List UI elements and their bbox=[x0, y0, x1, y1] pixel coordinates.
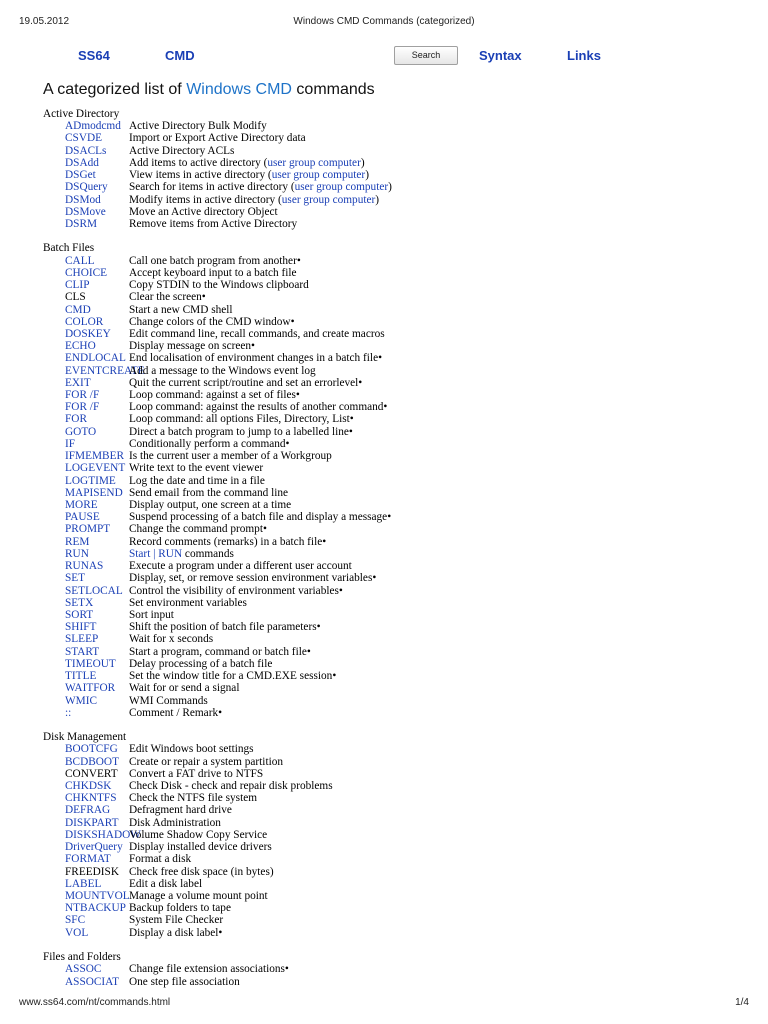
command-row bbox=[43, 743, 743, 755]
description-link[interactable]: user group computer bbox=[294, 181, 389, 194]
command-description bbox=[129, 438, 290, 450]
command-description bbox=[129, 279, 309, 291]
command-description bbox=[129, 670, 336, 682]
command-name: FREEDISK bbox=[65, 865, 119, 878]
command-description bbox=[129, 450, 332, 462]
description-text: Manage a volume mount point bbox=[129, 890, 268, 902]
description-tail: ) bbox=[375, 193, 380, 206]
command-description bbox=[129, 927, 222, 939]
command-description bbox=[129, 462, 263, 474]
description-text: Add items to active directory ( bbox=[129, 156, 268, 169]
category-spacer bbox=[43, 719, 743, 731]
description-text: Quit the current script/routine and set an errorlevel• bbox=[129, 376, 363, 389]
command-name[interactable]: DISKSHADOW bbox=[65, 828, 141, 841]
description-text: Move an Active directory Object bbox=[129, 205, 278, 218]
command-name[interactable]: NTBACKUP bbox=[65, 902, 126, 915]
command-row bbox=[43, 902, 743, 914]
command-name[interactable]: WAITFOR bbox=[65, 682, 116, 695]
command-name[interactable]: :: bbox=[65, 706, 72, 719]
command-name[interactable]: CHOICE bbox=[65, 266, 108, 279]
command-description bbox=[129, 157, 365, 169]
command-description bbox=[129, 255, 301, 267]
command-description bbox=[129, 817, 221, 829]
description-text: Check free disk space (in bytes) bbox=[129, 865, 274, 878]
description-text: Display output, one screen at a time bbox=[129, 499, 292, 511]
command-row bbox=[43, 670, 743, 682]
command-row bbox=[43, 145, 743, 157]
command-description bbox=[129, 365, 316, 377]
command-name[interactable]: BCDBOOT bbox=[65, 755, 119, 768]
description-text: Wait for or send a signal bbox=[129, 682, 240, 695]
description-link[interactable]: Start | RUN bbox=[129, 547, 183, 560]
command-description bbox=[129, 328, 385, 340]
description-text: Start a new CMD shell bbox=[129, 303, 233, 316]
description-text: Direct a batch program to jump to a labelled line• bbox=[129, 425, 353, 438]
command-name[interactable]: DSMod bbox=[65, 193, 101, 206]
heading-suffix: commands bbox=[291, 81, 375, 98]
command-row bbox=[43, 890, 743, 902]
command-name[interactable]: MORE bbox=[65, 499, 98, 511]
command-row bbox=[43, 194, 743, 206]
command-description bbox=[129, 853, 191, 865]
command-name[interactable]: WMIC bbox=[65, 694, 98, 707]
command-name[interactable]: DOSKEY bbox=[65, 327, 111, 340]
description-text: Loop command: against a set of files• bbox=[129, 389, 300, 402]
description-text: Edit a disk label bbox=[129, 877, 203, 890]
command-row bbox=[43, 853, 743, 865]
command-description bbox=[129, 267, 297, 279]
description-text: Comment / Remark• bbox=[129, 706, 223, 719]
command-name[interactable]: LOGEVENT bbox=[65, 462, 126, 475]
command-row bbox=[43, 511, 743, 523]
command-row bbox=[43, 157, 743, 169]
command-name[interactable]: SETX bbox=[65, 596, 94, 609]
command-name[interactable]: EXIT bbox=[65, 376, 91, 389]
description-text: Change colors of the CMD window• bbox=[129, 315, 295, 328]
command-row bbox=[43, 328, 743, 340]
description-text: Display installed device drivers bbox=[129, 841, 272, 854]
description-text: Edit Windows boot settings bbox=[129, 743, 254, 756]
description-text: Display message on screen• bbox=[129, 340, 255, 353]
description-text: Volume Shadow Copy Service bbox=[129, 828, 268, 841]
command-row bbox=[43, 365, 743, 377]
command-row bbox=[43, 768, 743, 780]
command-row bbox=[43, 304, 743, 316]
command-listing bbox=[43, 108, 743, 988]
command-row bbox=[43, 499, 743, 511]
command-row bbox=[43, 206, 743, 218]
command-description bbox=[129, 695, 208, 707]
command-row bbox=[43, 682, 743, 694]
description-text: Loop command: against the results of another command• bbox=[129, 401, 388, 414]
command-name[interactable]: COLOR bbox=[65, 315, 104, 328]
command-row bbox=[43, 413, 743, 425]
command-name[interactable]: SET bbox=[65, 572, 86, 585]
command-name[interactable]: IF bbox=[65, 437, 76, 450]
command-row bbox=[43, 450, 743, 462]
command-description bbox=[129, 523, 267, 535]
command-row bbox=[43, 267, 743, 279]
command-name[interactable]: DSRM bbox=[65, 217, 98, 230]
command-row bbox=[43, 658, 743, 670]
description-text: Remove items from Active Directory bbox=[129, 217, 298, 230]
command-name[interactable]: EVENTCREATE bbox=[65, 364, 145, 377]
description-tail: ) bbox=[360, 156, 365, 169]
description-text: Record comments (remarks) in a batch file• bbox=[129, 535, 327, 548]
description-text: Call one batch program from another• bbox=[129, 254, 301, 267]
command-name[interactable]: SHIFT bbox=[65, 621, 97, 634]
command-description bbox=[129, 291, 206, 303]
command-row bbox=[43, 841, 743, 853]
description-text: Defragment hard drive bbox=[129, 804, 232, 817]
command-description bbox=[129, 426, 353, 438]
command-description bbox=[129, 181, 392, 193]
command-name[interactable]: SFC bbox=[65, 914, 86, 927]
command-description bbox=[129, 340, 255, 352]
command-row bbox=[43, 352, 743, 364]
command-description bbox=[129, 389, 300, 401]
command-name[interactable]: RUN bbox=[65, 547, 89, 560]
command-row bbox=[43, 438, 743, 450]
command-description bbox=[129, 499, 291, 511]
description-text: Is the current user a member of a Workgroup bbox=[129, 450, 332, 463]
description-text: Active Directory ACLs bbox=[129, 144, 235, 157]
command-description bbox=[129, 413, 354, 425]
command-row bbox=[43, 462, 743, 474]
description-link[interactable]: user group computer bbox=[267, 156, 361, 169]
command-description bbox=[129, 352, 382, 364]
description-text: Format a disk bbox=[129, 853, 192, 866]
command-name[interactable]: PROMPT bbox=[65, 523, 111, 536]
command-row bbox=[43, 963, 743, 975]
print-page-number: 1/4 bbox=[735, 997, 749, 1008]
command-name[interactable]: REM bbox=[65, 535, 90, 548]
command-row bbox=[43, 707, 743, 719]
description-text: View items in active directory ( bbox=[129, 169, 272, 182]
command-name[interactable]: DSMove bbox=[65, 205, 106, 218]
command-row bbox=[43, 377, 743, 389]
description-text: Change file extension associations• bbox=[129, 963, 289, 976]
description-text: Create or repair a system partition bbox=[129, 755, 284, 768]
command-row bbox=[43, 536, 743, 548]
command-description bbox=[129, 780, 333, 792]
command-row bbox=[43, 792, 743, 804]
command-name[interactable]: PAUSE bbox=[65, 511, 100, 524]
command-description bbox=[129, 304, 233, 316]
command-row bbox=[43, 756, 743, 768]
command-name[interactable]: ENDLOCAL bbox=[65, 352, 126, 365]
command-name[interactable]: ADmodcmd bbox=[65, 120, 121, 133]
command-row bbox=[43, 780, 743, 792]
command-name[interactable]: SLEEP bbox=[65, 633, 99, 646]
command-description bbox=[129, 487, 288, 499]
command-name[interactable]: MOUNTVOL bbox=[65, 890, 130, 902]
description-text: Write text to the event viewer bbox=[129, 462, 264, 475]
command-row bbox=[43, 218, 743, 230]
command-name[interactable]: VOL bbox=[65, 926, 89, 939]
command-row bbox=[43, 804, 743, 816]
command-description bbox=[129, 804, 232, 816]
command-name[interactable]: MAPISEND bbox=[65, 486, 123, 499]
description-text: Send email from the command line bbox=[129, 486, 289, 499]
command-name[interactable]: FOR /F bbox=[65, 389, 100, 402]
description-text: Execute a program under a different user account bbox=[129, 560, 352, 573]
description-text: Start a program, command or batch file• bbox=[129, 645, 311, 658]
command-row bbox=[43, 475, 743, 487]
command-description bbox=[129, 829, 267, 841]
command-description bbox=[129, 169, 369, 181]
command-description bbox=[129, 682, 239, 694]
command-row bbox=[43, 695, 743, 707]
command-row bbox=[43, 609, 743, 621]
description-text: Backup folders to tape bbox=[129, 902, 231, 915]
description-text: Change the command prompt• bbox=[129, 523, 267, 536]
command-description bbox=[129, 218, 297, 230]
command-name[interactable]: FORMAT bbox=[65, 853, 111, 866]
command-row bbox=[43, 523, 743, 535]
command-row bbox=[43, 169, 743, 181]
command-row bbox=[43, 487, 743, 499]
command-description bbox=[129, 646, 311, 658]
command-name[interactable]: IFMEMBER bbox=[65, 450, 125, 463]
nav-link-cmd[interactable]: CMD bbox=[165, 48, 195, 63]
command-description bbox=[129, 792, 257, 804]
category-spacer bbox=[43, 939, 743, 951]
command-name[interactable]: LABEL bbox=[65, 877, 102, 890]
description-text: Set environment variables bbox=[129, 596, 247, 609]
description-text: Check Disk - check and repair disk problems bbox=[129, 780, 333, 793]
command-description bbox=[129, 841, 272, 853]
description-text: Display, set, or remove session environment variables• bbox=[129, 572, 377, 585]
category-heading: Disk Management bbox=[43, 731, 127, 744]
description-text: Search for items in active directory ( bbox=[129, 181, 295, 194]
command-description bbox=[129, 511, 391, 523]
command-description bbox=[129, 963, 289, 975]
command-description bbox=[129, 194, 379, 206]
command-description bbox=[129, 560, 352, 572]
command-row bbox=[43, 132, 743, 144]
page-heading bbox=[43, 81, 375, 99]
command-name[interactable]: DSAdd bbox=[65, 156, 99, 169]
nav-link-syntax[interactable]: Syntax bbox=[479, 48, 522, 63]
command-row bbox=[43, 914, 743, 926]
command-name: CLS bbox=[65, 291, 86, 304]
command-description bbox=[129, 316, 295, 328]
category-heading: Files and Folders bbox=[43, 951, 121, 964]
command-description bbox=[129, 914, 223, 926]
command-description bbox=[129, 890, 268, 902]
command-description bbox=[129, 878, 202, 890]
command-description bbox=[129, 976, 240, 988]
command-description bbox=[129, 377, 362, 389]
description-text: End localisation of environment changes in a batch file• bbox=[129, 352, 383, 365]
command-row bbox=[43, 401, 743, 413]
print-page-title: Windows CMD Commands (categorized) bbox=[293, 16, 475, 27]
description-link[interactable]: user group computer bbox=[271, 169, 366, 182]
heading-link-windows-cmd[interactable]: Windows CMD bbox=[186, 81, 292, 98]
description-text: Set the window title for a CMD.EXE session• bbox=[129, 670, 337, 683]
command-name[interactable]: SORT bbox=[65, 608, 94, 621]
description-text: Clear the screen• bbox=[129, 291, 206, 304]
description-text: Delay processing of a batch file bbox=[129, 657, 273, 670]
site-nav bbox=[0, 46, 768, 68]
command-row bbox=[43, 829, 743, 841]
command-name[interactable]: BOOTCFG bbox=[65, 743, 118, 756]
command-row bbox=[43, 316, 743, 328]
command-description bbox=[129, 609, 174, 621]
command-description bbox=[129, 633, 213, 645]
command-row bbox=[43, 817, 743, 829]
description-text: Modify items in active directory ( bbox=[129, 193, 282, 206]
print-footer bbox=[19, 997, 749, 1013]
command-name[interactable]: TITLE bbox=[65, 670, 97, 683]
command-row bbox=[43, 866, 743, 878]
command-name[interactable]: ASSOCIAT bbox=[65, 975, 119, 988]
command-description bbox=[129, 572, 376, 584]
description-text: Disk Administration bbox=[129, 816, 221, 829]
command-description bbox=[129, 145, 234, 157]
command-row bbox=[43, 426, 743, 438]
description-text: Accept keyboard input to a batch file bbox=[129, 266, 297, 279]
command-row bbox=[43, 976, 743, 988]
command-name[interactable]: DSQuery bbox=[65, 181, 108, 194]
command-row bbox=[43, 585, 743, 597]
command-name[interactable]: CHKNTFS bbox=[65, 792, 117, 805]
description-text: Display a disk label• bbox=[129, 926, 223, 939]
description-text: Check the NTFS file system bbox=[129, 792, 258, 805]
command-description bbox=[129, 401, 387, 413]
command-description bbox=[129, 866, 274, 878]
command-row bbox=[43, 646, 743, 658]
command-name[interactable]: RUNAS bbox=[65, 560, 104, 573]
command-row bbox=[43, 181, 743, 193]
command-row bbox=[43, 597, 743, 609]
command-row bbox=[43, 291, 743, 303]
description-text: Convert a FAT drive to NTFS bbox=[129, 767, 264, 780]
command-description bbox=[129, 206, 278, 218]
description-text: Active Directory Bulk Modify bbox=[129, 120, 267, 133]
description-text: Edit command line, recall commands, and create macros bbox=[129, 327, 385, 340]
command-name[interactable]: ASSOC bbox=[65, 963, 102, 976]
nav-link-ss64[interactable]: SS64 bbox=[78, 48, 110, 63]
command-description bbox=[129, 536, 326, 548]
command-row bbox=[43, 340, 743, 352]
command-name[interactable]: TIMEOUT bbox=[65, 657, 116, 670]
description-text: Conditionally perform a command• bbox=[129, 437, 290, 450]
command-description bbox=[129, 475, 265, 487]
command-description bbox=[129, 707, 222, 719]
print-url: www.ss64.com/nt/commands.html bbox=[19, 997, 171, 1008]
command-row bbox=[43, 560, 743, 572]
command-row bbox=[43, 389, 743, 401]
description-tail: ) bbox=[388, 181, 392, 194]
description-tail: ) bbox=[365, 169, 369, 182]
category-heading: Batch Files bbox=[43, 242, 95, 255]
command-name[interactable]: CHKDSK bbox=[65, 780, 112, 793]
command-description bbox=[129, 120, 267, 132]
description-text: Sort input bbox=[129, 608, 174, 621]
nav-link-links[interactable]: Links bbox=[567, 48, 601, 63]
description-text: Shift the position of batch file parameters• bbox=[129, 621, 321, 634]
command-name[interactable]: DSGet bbox=[65, 169, 96, 182]
command-name[interactable]: CALL bbox=[65, 254, 95, 267]
command-name[interactable]: START bbox=[65, 645, 100, 658]
command-description bbox=[129, 597, 247, 609]
search-button[interactable]: Search bbox=[394, 46, 458, 65]
command-row bbox=[43, 572, 743, 584]
description-text: Copy STDIN to the Windows clipboard bbox=[129, 279, 309, 292]
command-name[interactable]: GOTO bbox=[65, 425, 97, 438]
command-name[interactable]: LOGTIME bbox=[65, 474, 116, 487]
command-description bbox=[129, 621, 321, 633]
command-description bbox=[129, 658, 272, 670]
command-description bbox=[129, 768, 263, 780]
command-name[interactable]: DISKPART bbox=[65, 816, 119, 829]
command-name[interactable]: ECHO bbox=[65, 340, 96, 353]
command-name[interactable]: FOR /F bbox=[65, 401, 100, 414]
description-text: Log the date and time in a file bbox=[129, 474, 265, 487]
command-description bbox=[129, 756, 283, 768]
command-row bbox=[43, 120, 743, 132]
command-name[interactable]: DSACLs bbox=[65, 144, 107, 157]
description-link[interactable]: user group computer bbox=[281, 193, 376, 206]
command-description bbox=[129, 585, 343, 597]
command-row bbox=[43, 927, 743, 939]
description-text: System File Checker bbox=[129, 914, 224, 927]
print-date: 19.05.2012 bbox=[19, 16, 70, 27]
description-text: WMI Commands bbox=[129, 694, 208, 707]
description-text: One step file association bbox=[129, 975, 240, 988]
description-tail: commands bbox=[182, 547, 234, 560]
command-row bbox=[43, 633, 743, 645]
description-text: Loop command: all options Files, Directory, List• bbox=[129, 413, 354, 426]
command-description bbox=[129, 548, 234, 560]
command-name[interactable]: DEFRAG bbox=[65, 804, 111, 817]
command-row bbox=[43, 279, 743, 291]
category-spacer bbox=[43, 230, 743, 242]
command-description bbox=[129, 743, 254, 755]
command-name[interactable]: SETLOCAL bbox=[65, 584, 123, 597]
description-text: Add a message to the Windows event log bbox=[129, 364, 316, 377]
command-row bbox=[43, 255, 743, 267]
command-row bbox=[43, 878, 743, 890]
description-text: Suspend processing of a batch file and display a message• bbox=[129, 511, 392, 524]
command-row bbox=[43, 621, 743, 633]
category-heading: Active Directory bbox=[43, 108, 120, 120]
command-name[interactable]: CMD bbox=[65, 303, 91, 316]
command-name[interactable]: DriverQuery bbox=[65, 841, 123, 854]
heading-prefix: A categorized list of bbox=[43, 81, 187, 98]
description-text: Import or Export Active Directory data bbox=[129, 132, 306, 145]
command-row bbox=[43, 548, 743, 560]
description-text: Control the visibility of environment variables• bbox=[129, 584, 343, 597]
command-name: CONVERT bbox=[65, 767, 118, 780]
print-header bbox=[19, 16, 749, 32]
description-text: Wait for x seconds bbox=[129, 633, 214, 646]
command-description bbox=[129, 132, 306, 144]
command-name[interactable]: FOR bbox=[65, 413, 87, 426]
command-name[interactable]: CSVDE bbox=[65, 132, 103, 145]
command-description bbox=[129, 902, 231, 914]
command-name[interactable]: CLIP bbox=[65, 279, 90, 292]
